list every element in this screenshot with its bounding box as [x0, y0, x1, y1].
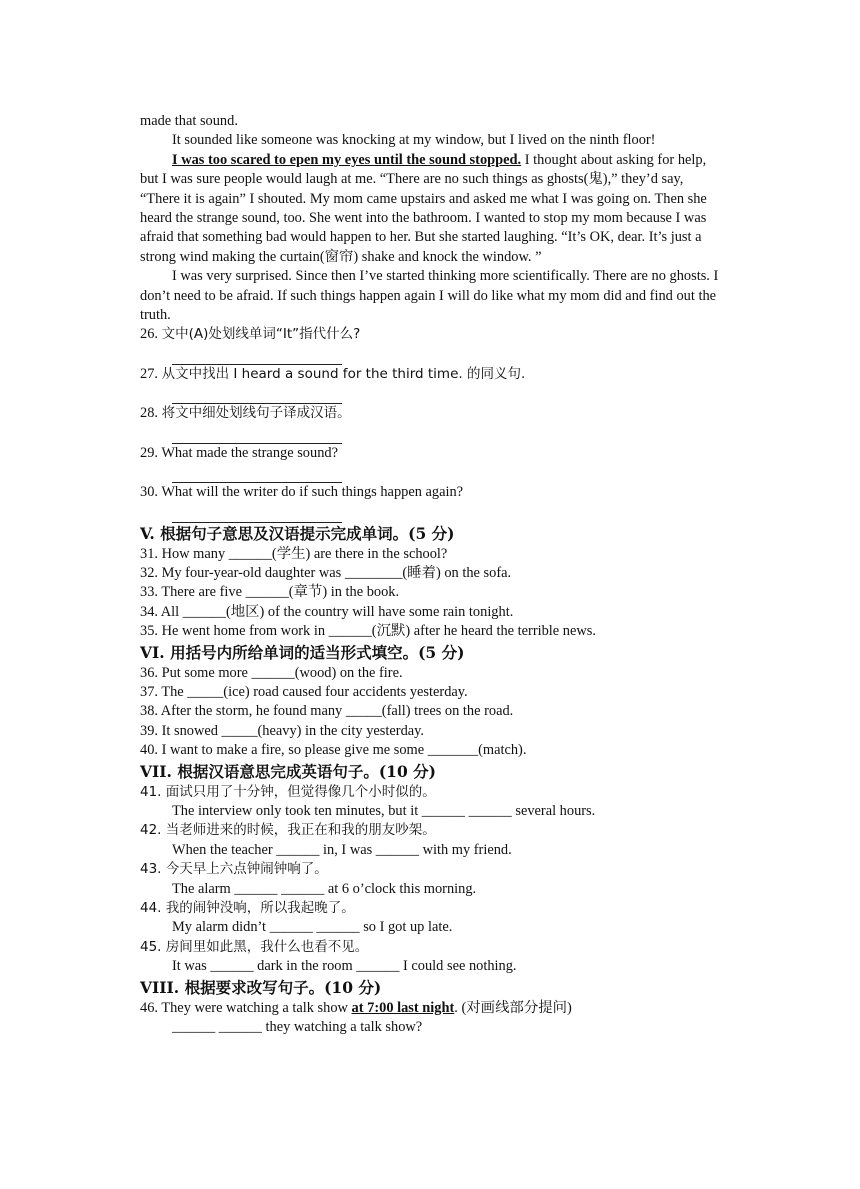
- question-number: 27.: [140, 365, 158, 382]
- question-27: [140, 365, 720, 404]
- question-text: What made the strange sound?: [161, 444, 338, 461]
- answer-line[interactable]: [172, 503, 342, 523]
- answer-line[interactable]: [172, 463, 342, 483]
- question-text: 从文中找出 I heard a sound for the third time. 的同义句.: [161, 365, 526, 382]
- item-46-answer: ______ ______ they watching a talk show?: [172, 1019, 423, 1036]
- section-viii-title: VIII. 根据要求改写句子。(10 分): [140, 977, 382, 997]
- item-40: 40. I want to make a fire, so please give me some _______(match).: [140, 742, 527, 759]
- item-39: 39. It snowed _____(heavy) in the city yesterday.: [140, 722, 425, 739]
- question-28: [140, 404, 720, 443]
- underlined-sentence: I was too scared to epen my eyes until the sound stopped.: [172, 151, 522, 168]
- item-42-english: When the teacher ______ in, I was ______ with my friend.: [172, 841, 512, 858]
- item-41-english: The interview only took ten minutes, but it ______ ______ several hours.: [172, 802, 596, 819]
- worksheet-page: [140, 112, 720, 1037]
- section-vii-title: VII. 根据汉语意思完成英语句子。(10 分): [140, 761, 436, 781]
- item-32: 32. My four-year-old daughter was ________(睡着) on the sofa.: [140, 564, 512, 581]
- answer-line[interactable]: [172, 424, 342, 444]
- passage-paragraph-1: It sounded like someone was knocking at my window, but I lived on the ninth floor!: [172, 132, 656, 149]
- question-text: 将文中细处划线句子译成汉语。: [161, 405, 351, 422]
- item-46-suffix: . (对画线部分提问): [454, 999, 572, 1016]
- section-vii: [140, 761, 720, 977]
- item-42-chinese: 42. 当老师进来的时候，我正在和我的朋友吵架。: [140, 822, 436, 839]
- question-number: 29.: [140, 444, 158, 461]
- passage-line-0: made that sound.: [140, 113, 238, 129]
- passage-paragraph-2-rest: I thought about asking for help, but I was sure people would laugh at me. “There are no such things as ghosts(鬼),” they’d say, “There it is again” I shouted. My mom came upstairs and asked me what I was going on. Then she heard the strange sound, too. She went into the bathroom. I wanted to stop my mom because I was afraid that something bad would happen to her. But she started laughing. “It’s OK, dear. It’s just a strong wind making the curtain(窗帘) shake and knock the window. ”: [140, 151, 707, 265]
- question-number: 28.: [140, 405, 158, 422]
- answer-line[interactable]: [172, 345, 342, 365]
- passage-paragraph-2: [140, 151, 720, 267]
- answer-line[interactable]: [172, 384, 342, 404]
- question-30: [140, 483, 720, 522]
- item-43-english: The alarm ______ ______ at 6 o’clock this morning.: [172, 880, 477, 897]
- item-44-english: My alarm didn’t ______ ______ so I got up late.: [172, 919, 453, 936]
- item-31: 31. How many ______(学生) are there in the school?: [140, 545, 448, 562]
- question-number: 26.: [140, 326, 158, 343]
- question-29: [140, 444, 720, 483]
- item-33: 33. There are five ______(章节) in the book.: [140, 584, 400, 601]
- question-26: [140, 325, 720, 364]
- item-38: 38. After the storm, he found many _____(fall) trees on the road.: [140, 703, 514, 720]
- section-viii: [140, 977, 720, 1038]
- item-34: 34. All ______(地区) of the country will have some rain tonight.: [140, 603, 514, 620]
- item-46: [140, 999, 720, 1018]
- reading-questions: [140, 325, 720, 522]
- question-number: 30.: [140, 484, 158, 501]
- item-37: 37. The _____(ice) road caused four accidents yesterday.: [140, 683, 468, 700]
- item-46-prefix: 46. They were watching a talk show: [140, 999, 352, 1016]
- section-v: [140, 523, 720, 642]
- section-v-title: V. 根据句子意思及汉语提示完成单词。(5 分): [140, 523, 455, 543]
- section-vi: [140, 642, 720, 761]
- item-43-chinese: 43. 今天早上六点钟闹钟响了。: [140, 861, 328, 878]
- question-text: 文中(A)处划线单词“It”指代什么?: [161, 326, 361, 343]
- item-46-underlined: at 7:00 last night: [351, 999, 455, 1016]
- passage-paragraph-3: I was very surprised. Since then I’ve started thinking more scientifically. There are no ghosts. I don’t need to be afraid. If such things happen again I will do like what my mom did and find out the truth.: [140, 268, 719, 324]
- item-44-chinese: 44. 我的闹钟没响，所以我起晚了。: [140, 900, 355, 916]
- section-vi-title: VI. 用括号内所给单词的适当形式填空。(5 分): [140, 642, 465, 662]
- item-45-chinese: 45. 房间里如此黑，我什么也看不见。: [140, 938, 369, 955]
- question-text: What will the writer do if such things happen again?: [161, 484, 464, 501]
- item-45-english: It was ______ dark in the room ______ I could see nothing.: [172, 958, 517, 975]
- item-36: 36. Put some more ______(wood) on the fire.: [140, 664, 403, 681]
- item-35: 35. He went home from work in ______(沉默) after he heard the terrible news.: [140, 623, 596, 640]
- item-41-chinese: 41. 面试只用了十分钟，但觉得像几个小时似的。: [140, 783, 436, 800]
